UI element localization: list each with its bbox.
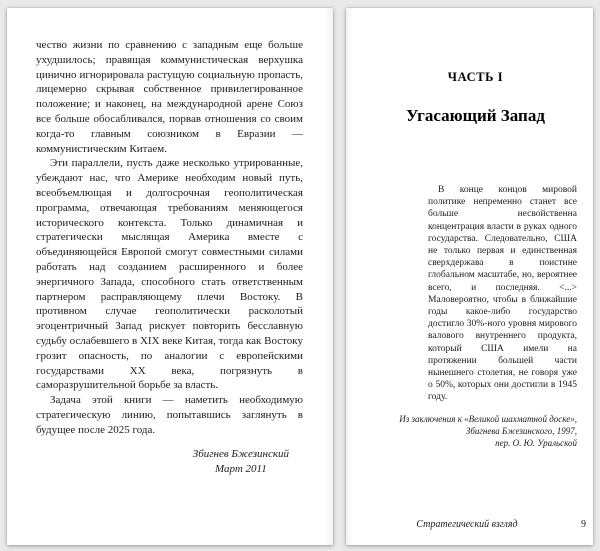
epigraph-attribution <box>374 413 577 449</box>
body-paragraph: Задача этой книги — наметить необходимую стратегическую линию, попытавшись заглянуть в будущее после 2025 года. <box>36 394 303 436</box>
left-page <box>7 8 333 545</box>
part-label: ЧАСТЬ I <box>447 70 504 84</box>
chapter-title: Угасающий Запад <box>406 106 545 125</box>
body-paragraph: чество жизни по сравнению с западным еще больше ухудшилось; правящая коммунистическая верхушка цинично игнорировала растущую социальную пропасть, лицемерно скрывая собственное привилегированное положение; и наконец, на международной арене Союз все больше обосабливался, порвав отношения со своим когда-то главным союзником в Евразии — коммунистическим Китаем. <box>36 39 303 155</box>
page-footer <box>374 519 586 532</box>
author-signature-block <box>193 447 289 478</box>
epigraph-attribution-line: Из заключения к «Великой шахматной доске», <box>399 413 577 424</box>
signature-date: Март 2011 <box>215 463 267 476</box>
epigraph: В конце концов мировой политике непременно станет все больше несвойственна концентрация власти в руках одного государства. Следовательно, США не только первая и единственная сверхдержава в поистине глобальном масштабе, но, вероятнее всего, и последняя. <...> Маловероятно, чтобы в ближайшие годы какое-либо государство достигло 30%-ного уровня мирового валового внутреннего продукта, который США имели на протяжении большей части нынешнего столетия, не говоря уже о 50%, которых они достигли в 1945 году. <box>428 185 577 403</box>
epigraph-attribution-line: Збигнева Бжезинского, 1997, <box>465 425 577 436</box>
left-page-body <box>36 38 303 438</box>
right-page <box>346 8 593 545</box>
author-signature: Збигнев Бжезинский <box>192 447 289 460</box>
running-title: Стратегический взгляд <box>416 519 518 530</box>
page-number: 9 <box>581 519 586 530</box>
body-paragraph: Эти параллели, пусть даже несколько утрированные, убеждают нас, что Америке необходим новый путь, всеобъемлющая и долгосрочная геополитическая программа, отвечающая требованиям меняющегося исторического контекста. Только динамичная и стратегически мыслящая Америка вместе с объединяющейся Европой смогут совместными силами работать над созданием расширенного и более энергичного Запада, способного стать ответственным партнером расправляющему плечи Востоку. В противном случае геополитически расколотый эгоцентричный Запад рискует повторить бесславную судьбу ослабевшего в XIX веке Китая, тогда как Востоку грозит опасность, по аналогии с европейскими государствами XX века, погрязнуть в саморазрушительной борьбе за власть. <box>36 157 303 392</box>
epigraph-attribution-line: пер. О. Ю. Уральской <box>495 437 577 448</box>
